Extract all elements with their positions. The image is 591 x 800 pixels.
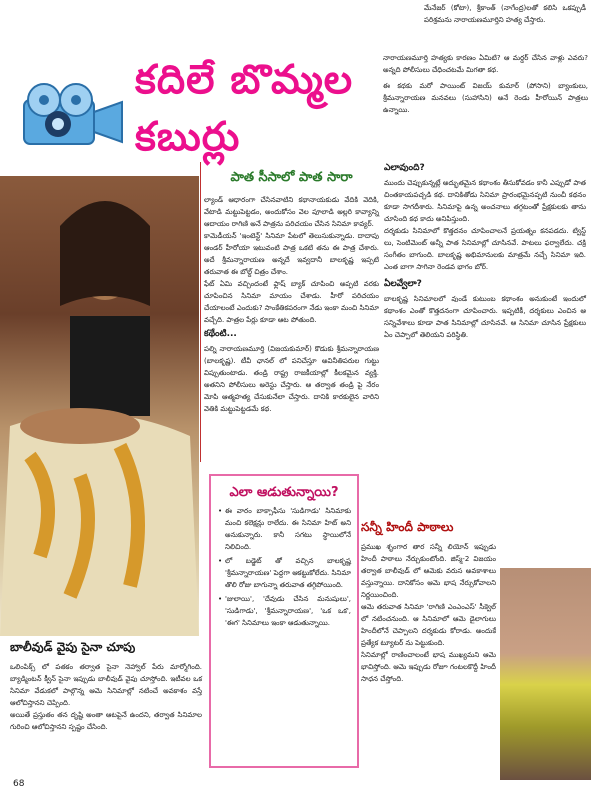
top-right-column bbox=[424, 2, 586, 26]
article-old-wine bbox=[204, 170, 379, 415]
page-number: 68 bbox=[13, 779, 25, 789]
article-paragraph: ముందు చెప్పుకున్నట్లే అద్భుతమైన కథాంశం తీసుకోవడం కానీ ఎప్పుడో పాత చింతకాయపచ్చడి కథ. దానికితోడు సినిమా ప్రారంభమైనప్పటి నుంచీ కథనం కూడా సాగదీశారు. సినిమాపై ఉన్న అంచనాలు తగ్గటంతో ప్రేక్షకులకు తాను చూసింది కథ కాదు అనిపిస్తుంది. bbox=[384, 179, 586, 223]
sunny-photo bbox=[500, 568, 591, 780]
article-subhead: కథేంటి... bbox=[204, 329, 237, 339]
article-headline: పాత సీసాలో పాత సారా bbox=[204, 170, 379, 188]
top-right-paragraph: ఈ కథకు మరో పాయింట్ విజయ్ కుమార్ (పోసాని) బ్యాంకులు, శ్రీమన్నారాయణ మనవలు (సుహాసిని) అనే రెండు హీరోయిన్ పాత్రలు ఉన్నాయి. bbox=[383, 82, 588, 114]
box-bullet: • ఈ వారం బాక్సాఫీసు 'సుడిగాడు' సినిమాకు మంచి కలెక్షన్లు రాలేదు. ఈ సినిమా హిట్ అని అనుకున్నారు. కానీ సగటు స్థాయిలోనే నిలిచింది. bbox=[219, 505, 351, 553]
film-camera-icon bbox=[18, 82, 128, 152]
article-paragraph: ల్యాండ్ ఆధారంగా చేసినవాటిని కథానాయకుడు వేదికి వెదికి, వేటాడి మట్టుపెట్టడం, అందుకోసం వెల పూలాడి అల్లరి కావ్యాన్ని ఆదాయం రాగిణి అనే పాత్రను పరిచయం చేసిన సినిమా కావ్యర్. bbox=[204, 196, 379, 228]
article-paragraph: కామెడీయన్ 'ఇంటెన్ట్' సినిమా పేటలో తెలుసుకున్నాడు. దాదాపు ఆండర్ హీరోయా ఇటువంటి పాత్ర ఒకటి తను ఈ పాత్ర చేశారు. అదే శ్రీమన్నారాయణ అన్నదే ఇవ్వదానీ బాలకృష్ణ ఇప్పటి తరువాత ఈ బోల్డ్ చిత్రం చేశాం. bbox=[204, 232, 379, 276]
top-right-paragraph: నారాయణమూర్తి హత్యకు కారణం ఏమిటి? ఆ మర్డర్ చేసిన వాళ్లు ఎవరు? అన్నది పోలీసులు చేధించటమే మిగతా కథ. bbox=[383, 54, 588, 74]
section-masthead bbox=[0, 38, 383, 160]
article-saina-bollywood bbox=[10, 640, 202, 733]
article-paragraph: అయితే ప్రస్తుతం తన దృష్టి అంతా ఆటపైనే ఉందని, తర్వాత సినిమాల గురించి ఆలోచిస్తానని స్పష్టం చేసింది. bbox=[10, 711, 202, 731]
box-bullet: • 'జులాయి', 'దేవుడు చేసిన మనుషులు', 'సుడిగాడు', 'శ్రీమన్నారాయణ', 'ఒక ఒక', 'ఈగ' సినిమాలు ఇంకా ఆడుతున్నాయి. bbox=[219, 593, 351, 629]
article-paragraph: బాలకృష్ణ సినిమాలలో వుండే కుటుంబ కథాంశం అనుకుంటే ఇందులో కథాంశం ఎంతో కొత్తదనంగా చూపించారు. ఇప్పటికీ, దర్శకులు ఎంచిన ఆ సన్నివేశాలు కూడా పాత సినిమాల్లో చూసినవే. ఆ సినిమా చూసిన ప్రేక్షకులు ఏం చెప్పాలో తెలియని పరిస్థితి. bbox=[384, 295, 586, 339]
article-headline: బాలీవుడ్ వైపు సైనా చూపు bbox=[10, 640, 136, 654]
article-headline: ఎలావుంది? bbox=[384, 163, 425, 173]
box-office-box bbox=[209, 474, 359, 768]
article-paragraph: ఆమె తరువాత సినిమా 'రాగిణి ఎంఎంఎస్' సీక్వెల్ లో నటించనుంది. ఆ సినిమాలో ఆమె డైలాగులు హిందీలోనే చెప్పాలని దర్శకుడు కోరాడు. అందుకే ప్రత్యేక ట్యూటర్ ను పెట్టుకుంది. bbox=[361, 603, 496, 647]
article-paragraph: ఫేట్ ఏమి వచ్చిందంటే ఫ్లాష్ బ్యాక్ చూపించి అప్పటి వరకు చూపించిన సినిమా మాయం చేశాడు. హీరో పరిచయం చేయాలంటే ఎందుకు? సాంకేతికపరంగా నేడు ఇంకా మంచి సినిమా వచ్చేది. పాత్రల పేర్లు కూడా ఆట పోతుంది. bbox=[204, 280, 379, 324]
top-right-paragraph: మేనేజర్ (కోటా), శ్రీకాంత్ (నాగేంద్ర)లతో కలిసి ఒకప్పుడీ పరిశ్రమను నారాయణమూర్తిని హత్య చేస్తారు. bbox=[424, 4, 586, 24]
article-paragraph: దర్శకుడు సినిమాలో కొత్తదనం చూపించాలనే ప్రయత్నం కనపడదు. ట్విస్ట్ లు, సెంటిమెంట్ అన్నీ పాత సినిమాల్లో చూసినవే. పాటలు ఫర్వాలేదు. చక్రి సంగీతం బాగుంది. బాలకృష్ణ అభిమానులకు మాత్రమే నచ్చే సినిమా ఇది. ఎంత బాగా సాగినా రెండవ భాగం బోర్. bbox=[384, 227, 586, 271]
box-bullet: • లో బడ్జెట్ తో వచ్చిన బాలకృష్ణ 'శ్రీమన్నారాయణ' పెద్దగా ఆకట్టుకోలేదు. సినిమా తొలి రోజు బాగున్నా తరువాత తగ్గిపోయింది. bbox=[219, 555, 351, 591]
divider-line bbox=[200, 162, 201, 462]
article-headline: ఏలవ్వేలా? bbox=[384, 279, 422, 289]
section-title: కదిలే బొమ్మల కబుర్లు bbox=[135, 56, 354, 160]
article-paragraph: పల్ని నారాయణమూర్తి (విజయకుమార్) కొడుకు శ్రీమన్నారాయణ (బాలకృష్ణ). టీవీ ఛానల్ లో పనిచేస్తూ అవినీతిపరుల గుట్టు విప్పుతుంటాడు. తండ్రి రాష్ట్ర రాజకీయాల్లో కీలకమైన వ్యక్తి. అతనిని పోలీసులు అరెస్టు చేస్తారు. ఆ తర్వాత తండ్రి పై నేరం మోపి ఆత్మహత్య చేసుకునేలా చేస్తారు. దానికి కారకులైన వారిని వెతికి మట్టుపెట్టడమే కథ. bbox=[204, 345, 379, 413]
article-headline: సన్నీ హిందీ పాఠాలు bbox=[361, 520, 454, 534]
saina-photo bbox=[0, 176, 199, 636]
top-right-column-continued bbox=[383, 52, 588, 116]
article-paragraph: ప్రముఖ శృంగార తార సన్నీ లియోన్ ఇప్పుడు హిందీ పాఠాలు నేర్చుకుంటోంది. జిస్మ్-2 విజయం తర్వాత బాలీవుడ్ లో ఆమెకు వరుస అవకాశాలు వస్తున్నాయి. దానికోసం ఆమె భాష నేర్చుకోవాలని నిర్ణయించింది. bbox=[361, 543, 496, 599]
saina-photo-illustration bbox=[0, 176, 199, 636]
article-sunny-hindi bbox=[361, 520, 496, 685]
article-paragraph: సినిమాల్లో రాణించాలంటే భాష ముఖ్యమని ఆమె భావిస్తోంది. ఆమె ఇప్పుడు రోజూ గంటలకొద్దీ హిందీ సాధన చేస్తోంది. bbox=[361, 651, 496, 683]
article-how-is-it bbox=[384, 160, 586, 341]
article-paragraph: ఒలింపిక్స్ లో పతకం తర్వాత సైనా నెహ్వాల్ పేరు మార్మోగింది. బ్యాడ్మింటన్ క్వీన్ సైనా ఇప్పుడు బాలీవుడ్ వైపు చూస్తోంది. ఇటీవల ఒక సినిమా వేడుకలో పాల్గొన్న ఆమె సినిమాల్లో నటించే అవకాశం వస్తే ఆలోచిస్తానని చెప్పింది. bbox=[10, 663, 202, 707]
box-title: ఎలా ఆడుతున్నాయి? bbox=[229, 485, 339, 500]
